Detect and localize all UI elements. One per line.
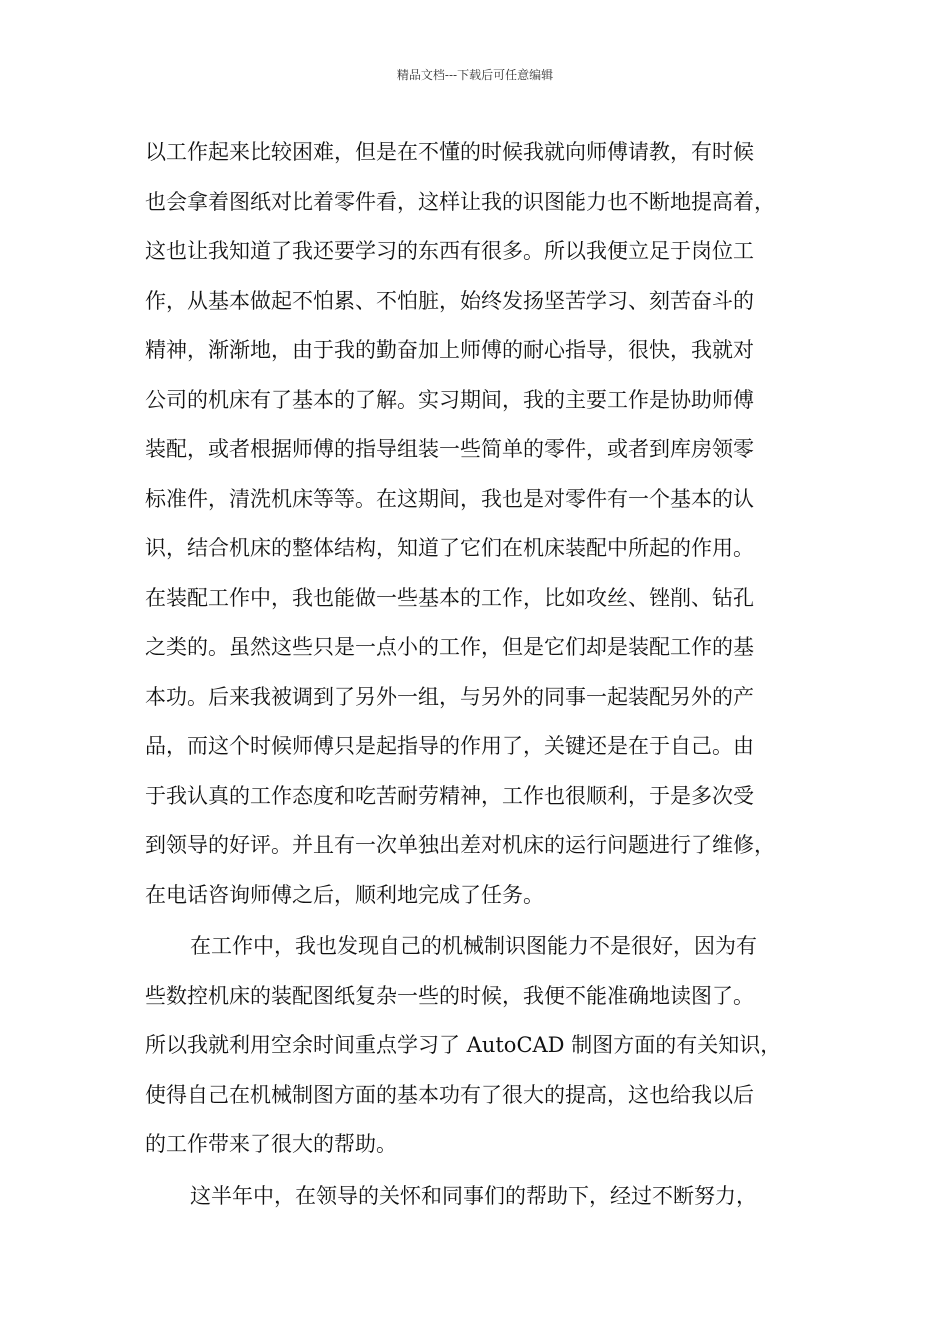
text-line: 些数控机床的装配图纸复杂一些的时候，我便不能准确地读图了。 [145,984,754,1008]
text-line: 的工作带来了很大的帮助。 [145,1132,397,1156]
text-line: 装配，或者根据师傅的指导组装一些简单的零件，或者到库房领零 [145,437,754,461]
text-line: 使得自己在机械制图方面的基本功有了很大的提高，这也给我以后 [145,1083,754,1107]
text-line: 本功。后来我被调到了另外一组，与另外的同事一起装配另外的产 [145,685,754,709]
text-line: 这也让我知道了我还要学习的东西有很多。所以我便立足于岗位工 [145,239,754,263]
paragraph-first-line: 在工作中，我也发现自己的机械制识图能力不是很好，因为有 [190,934,757,958]
text-line: 以工作起来比较困难，但是在不懂的时候我就向师傅请教，有时候 [145,140,754,164]
paragraph-first-line: 这半年中，在领导的关怀和同事们的帮助下，经过不断努力， [190,1184,757,1208]
text-line: 到领导的好评。并且有一次单独出差对机床的运行问题进行了维修， [145,833,775,857]
text-line: 识，结合机床的整体结构，知道了它们在机床装配中所起的作用。 [145,536,754,560]
text-line: 在电话咨询师傅之后，顺利地完成了任务。 [145,883,544,907]
text-line: 之类的。虽然这些只是一点小的工作，但是它们却是装配工作的基 [145,635,754,659]
text-line: 公司的机床有了基本的了解。实习期间，我的主要工作是协助师傅 [145,388,754,412]
text-line: 于我认真的工作态度和吃苦耐劳精神，工作也很顺利，于是多次受 [145,784,754,808]
text-line: 在装配工作中，我也能做一些基本的工作，比如攻丝、锉削、钻孔 [145,586,754,610]
text-line: 品，而这个时候师傅只是起指导的作用了，关键还是在于自己。由 [145,734,754,758]
page-header: 精品文档---下载后可任意编辑 [396,68,554,82]
text-line: 精神，渐渐地，由于我的勤奋加上师傅的耐心指导，很快，我就对 [145,338,754,362]
text-line: 作，从基本做起不怕累、不怕脏，始终发扬坚苦学习、刻苦奋斗的 [145,289,754,313]
text-line: 标准件，清洗机床等等。在这期间，我也是对零件有一个基本的认 [145,487,754,511]
text-line: 所以我就利用空余时间重点学习了 AutoCAD 制图方面的有关知识， [145,1033,782,1057]
text-line: 也会拿着图纸对比着零件看，这样让我的识图能力也不断地提高着， [145,190,775,214]
